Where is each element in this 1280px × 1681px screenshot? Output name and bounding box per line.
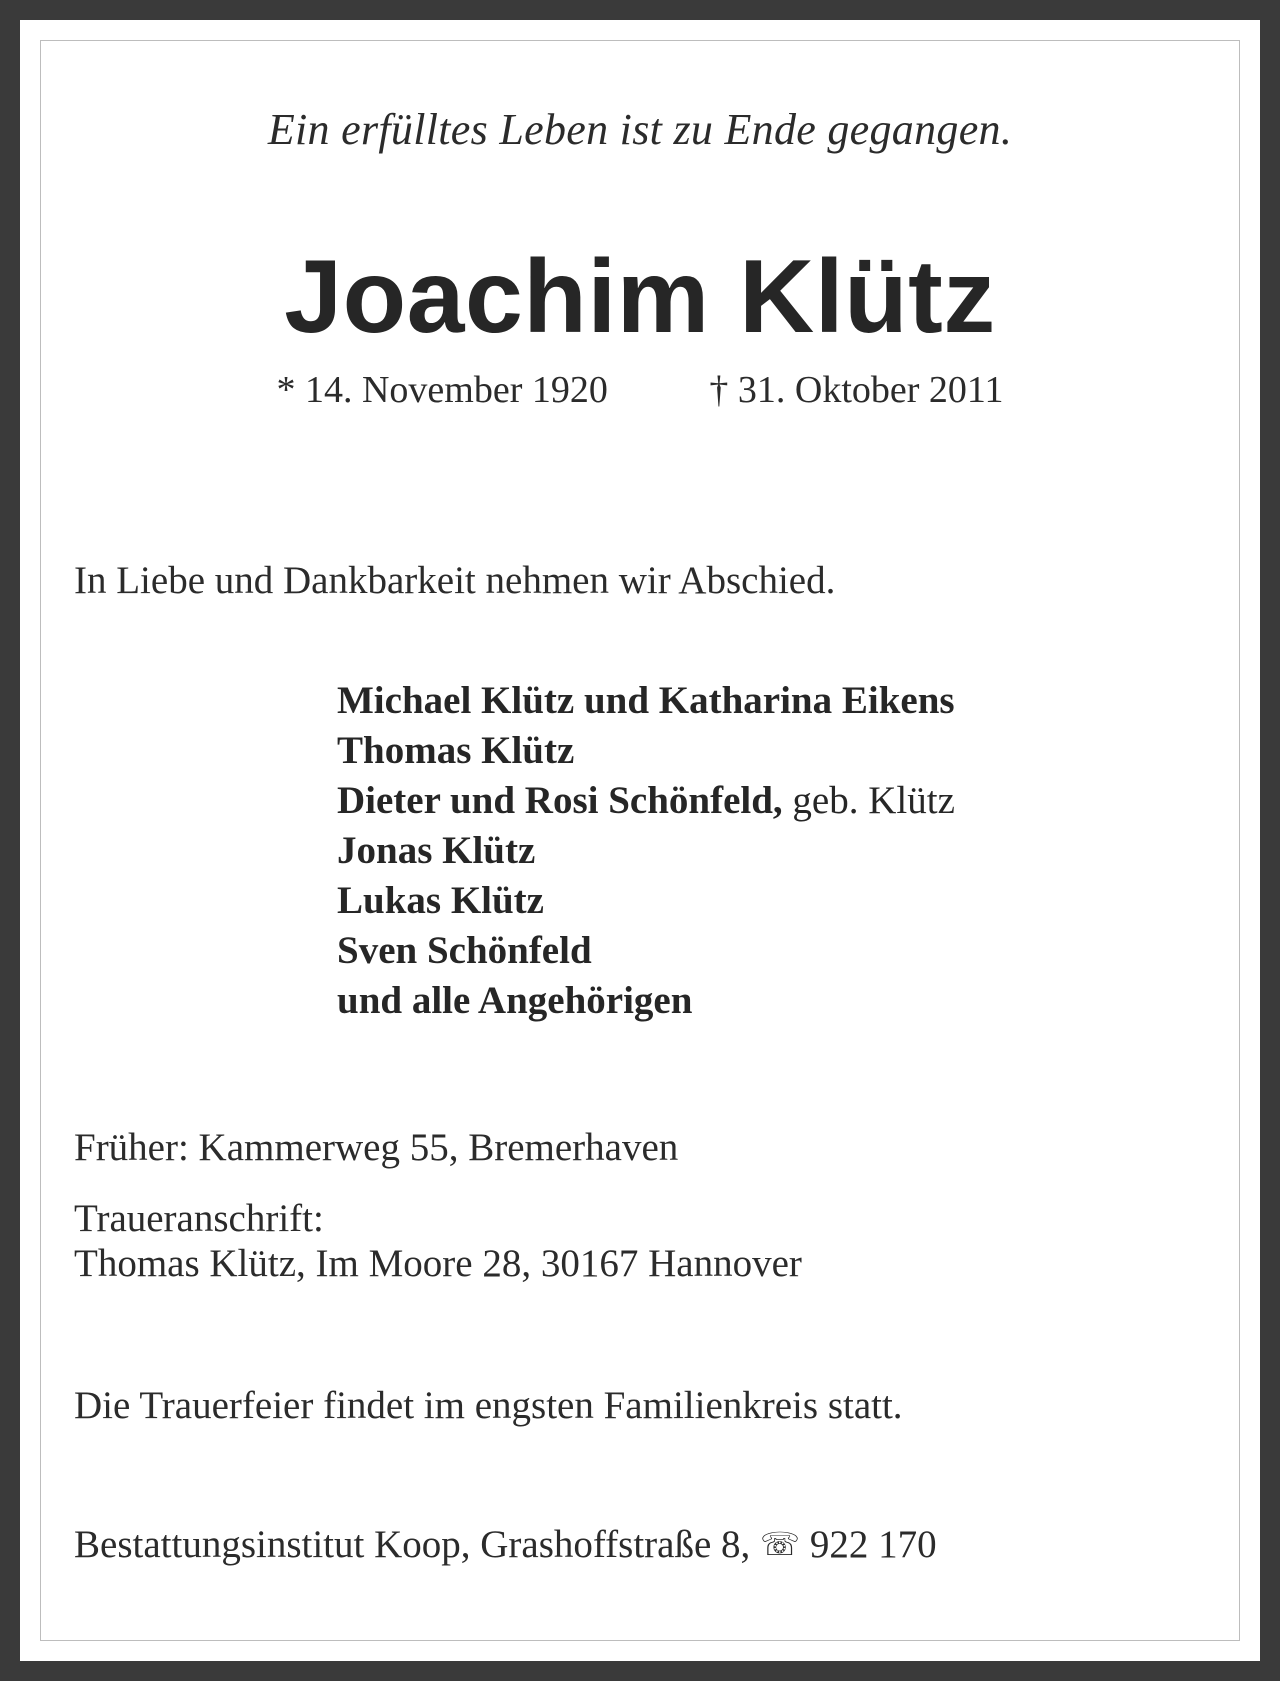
mourner-name: Sven Schönfeld xyxy=(337,929,592,972)
mourner-row xyxy=(337,976,955,1026)
phone-icon: ☏ xyxy=(760,1525,801,1563)
mourning-address-label: Traueranschrift: xyxy=(74,1197,324,1240)
ceremony-note: Die Trauerfeier findet im engsten Familienkreis statt. xyxy=(74,1384,903,1427)
mourner-name: Thomas Klütz xyxy=(337,729,575,772)
mourner-name: Dieter und Rosi Schönfeld, xyxy=(337,779,783,822)
funeral-home xyxy=(74,1522,937,1567)
mourner-name: Lukas Klütz xyxy=(337,879,544,922)
mourner-row xyxy=(337,676,955,726)
mourners-list xyxy=(337,676,955,1026)
former-address: Früher: Kammerweg 55, Bremerhaven xyxy=(74,1126,679,1169)
mourner-name: und alle Angehörigen xyxy=(337,979,693,1022)
mourner-row xyxy=(337,876,955,926)
funeral-home-text: Bestattungsinstitut Koop, Grashoffstraße 8, xyxy=(74,1523,751,1566)
mourner-row xyxy=(337,926,955,976)
funeral-home-phone: 922 170 xyxy=(809,1523,937,1566)
mourner-row xyxy=(337,776,955,826)
deceased-name: Joachim Klütz xyxy=(284,239,996,355)
mourner-name: Michael Klütz und Katharina Eikens xyxy=(337,679,955,722)
farewell-text: In Liebe und Dankbarkeit nehmen wir Abschied. xyxy=(74,559,836,602)
birth-date: * 14. November 1920 xyxy=(276,369,608,411)
motto: Ein erfülltes Leben ist zu Ende gegangen. xyxy=(267,105,1013,154)
mourner-row xyxy=(337,726,955,776)
mourner-note: geb. Klütz xyxy=(782,779,955,822)
mourning-address-value: Thomas Klütz, Im Moore 28, 30167 Hannover xyxy=(74,1242,802,1285)
life-dates xyxy=(0,368,1280,412)
mourner-row xyxy=(337,826,955,876)
death-date: † 31. Oktober 2011 xyxy=(709,369,1004,411)
mourner-name: Jonas Klütz xyxy=(337,829,536,872)
